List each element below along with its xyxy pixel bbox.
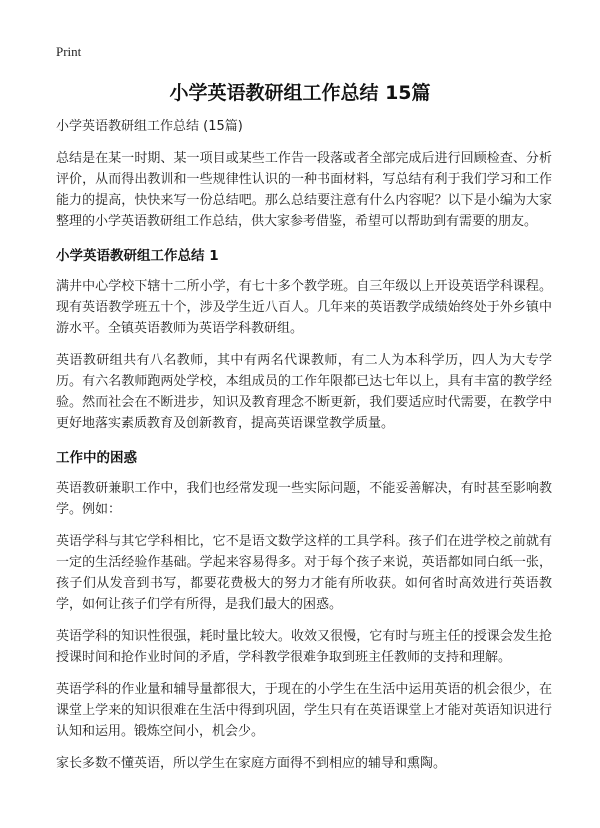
document-title: 小学英语教研组工作总结 15篇 bbox=[169, 82, 431, 104]
paragraph: 英语学科的作业量和辅导量都很大，于现在的小学生在生活中运用英语的机会很少，在课堂上学来的知识很难在生活中得到巩固，学生只有在英语课堂上才能对英语知识进行认知和运用。锻炼空间小，机会少。 bbox=[56, 682, 552, 739]
intro-paragraph: 总结是在某一时期、某一项目或某些工作告一段落或者全部完成后进行回顾检查、分析评价，从而得出教训和一些规律性认识的一种书面材料，写总结有利于我们学习和工作能力的提高，快快来写一份总结吧。那么总结要注意有什么内容呢？以下是小编为大家整理的小学英语教研组工作总结，供大家参考借鉴，希望可以帮助到有需要的朋友。 bbox=[56, 151, 552, 229]
paragraph: 满井中心学校下辖十二所小学，有七十多个教学班。自三年级以上开设英语学科课程。现有英语教学班五十个，涉及学生近八百人。几年来的英语教学成绩始终处于外乡镇中游水平。全镇英语教师为英语学科教研组。 bbox=[56, 279, 552, 336]
print-label: Print bbox=[56, 44, 82, 59]
document-body bbox=[56, 118, 552, 785]
document-subtitle: 小学英语教研组工作总结 (15篇) bbox=[56, 119, 243, 134]
paragraph: 英语教研组共有八名教师，其中有两名代课教师，有二人为本科学历，四人为大专学历。有六名教师跑两处学校，本组成员的工作年限都已达七年以上，具有丰富的教学经验。然而社会在不断进步，知识及教育理念不断更新，我们要适应时代需要，在教学中更好地落实素质教育及创新教育，提高英语课堂教学质量。 bbox=[56, 353, 552, 431]
paragraph: 英语学科的知识性很强，耗时量比较大。收效又很慢，它有时与班主任的授课会发生抢授课时间和抢作业时间的矛盾，学科教学很难争取到班主任教师的支持和理解。 bbox=[56, 629, 552, 665]
paragraph: 英语教研兼职工作中，我们也经常发现一些实际问题，不能妥善解决，有时甚至影响教学。例如： bbox=[56, 481, 552, 517]
section-heading-summary-1: 小学英语教研组工作总结 1 bbox=[56, 248, 219, 264]
paragraph: 家长多数不懂英语，所以学生在家庭方面得不到相应的辅导和熏陶。 bbox=[56, 756, 447, 771]
section-heading-difficulties: 工作中的困惑 bbox=[56, 450, 137, 466]
paragraph: 英语学科与其它学科相比，它不是语文数学这样的工具学科。孩子们在进学校之前就有一定的生活经验作基础。学起来容易得多。对于每个孩子来说，英语都如同白纸一张，孩子们从发音到书写，都要花费极大的努力才能有所收获。如何省时高效进行英语教学，如何让孩子们学有所得，是我们最大的困惑。 bbox=[56, 534, 552, 612]
